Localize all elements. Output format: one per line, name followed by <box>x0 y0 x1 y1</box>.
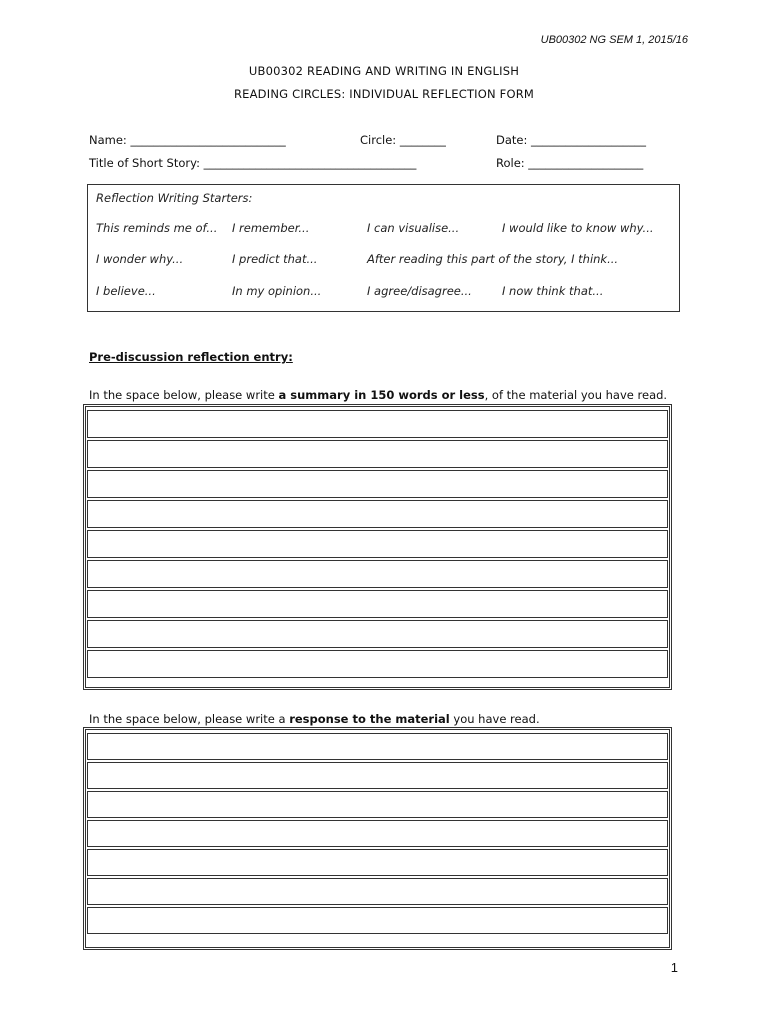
writing-line[interactable] <box>87 470 668 498</box>
role-field[interactable]: Role: ____________________ <box>496 156 644 170</box>
writing-line[interactable] <box>87 733 668 760</box>
summary-instruction: In the space below, please write a summary in 150 words or less, of the material you have read. <box>89 388 668 402</box>
header-course-semester: UB00302 NG SEM 1, 2015/16 <box>540 34 688 46</box>
response-instruction: In the space below, please write a response to the material you have read. <box>89 712 540 726</box>
circle-field[interactable]: Circle: ________ <box>360 133 446 147</box>
starter-item: I remember... <box>232 221 310 235</box>
writing-line[interactable] <box>87 878 668 905</box>
starters-heading: Reflection Writing Starters: <box>96 191 253 205</box>
writing-line[interactable] <box>87 820 668 847</box>
writing-line[interactable] <box>87 590 668 618</box>
summary-writing-area[interactable] <box>83 404 672 690</box>
story-title-field[interactable]: Title of Short Story: _____________________________________ <box>89 156 417 170</box>
starter-item: I can visualise... <box>367 221 460 235</box>
writing-line[interactable] <box>87 440 668 468</box>
page-number: 1 <box>670 960 678 975</box>
writing-starters-box <box>87 184 680 312</box>
response-writing-area[interactable] <box>83 727 672 950</box>
starter-item: I agree/disagree... <box>367 284 472 298</box>
starter-item: I believe... <box>96 284 156 298</box>
course-title: UB00302 READING AND WRITING IN ENGLISH <box>248 64 520 78</box>
name-field[interactable]: Name: ___________________________ <box>89 133 286 147</box>
form-title: READING CIRCLES: INDIVIDUAL REFLECTION FORM <box>233 87 535 101</box>
starter-item: I would like to know why... <box>502 221 654 235</box>
writing-line[interactable] <box>87 907 668 934</box>
writing-line[interactable] <box>87 762 668 789</box>
starter-item: I wonder why... <box>96 252 184 266</box>
starter-item: After reading this part of the story, I think... <box>367 252 619 266</box>
writing-line[interactable] <box>87 530 668 558</box>
writing-line[interactable] <box>87 620 668 648</box>
writing-line[interactable] <box>87 650 668 678</box>
starter-item: I predict that... <box>232 252 318 266</box>
writing-line[interactable] <box>87 560 668 588</box>
writing-line[interactable] <box>87 791 668 818</box>
pre-discussion-heading: Pre-discussion reflection entry: <box>89 350 293 364</box>
date-field[interactable]: Date: ____________________ <box>496 133 647 147</box>
starter-item: In my opinion... <box>232 284 322 298</box>
starter-item: I now think that... <box>502 284 604 298</box>
writing-line[interactable] <box>87 849 668 876</box>
writing-line[interactable] <box>87 410 668 438</box>
starter-item: This reminds me of... <box>96 221 218 235</box>
writing-line[interactable] <box>87 500 668 528</box>
